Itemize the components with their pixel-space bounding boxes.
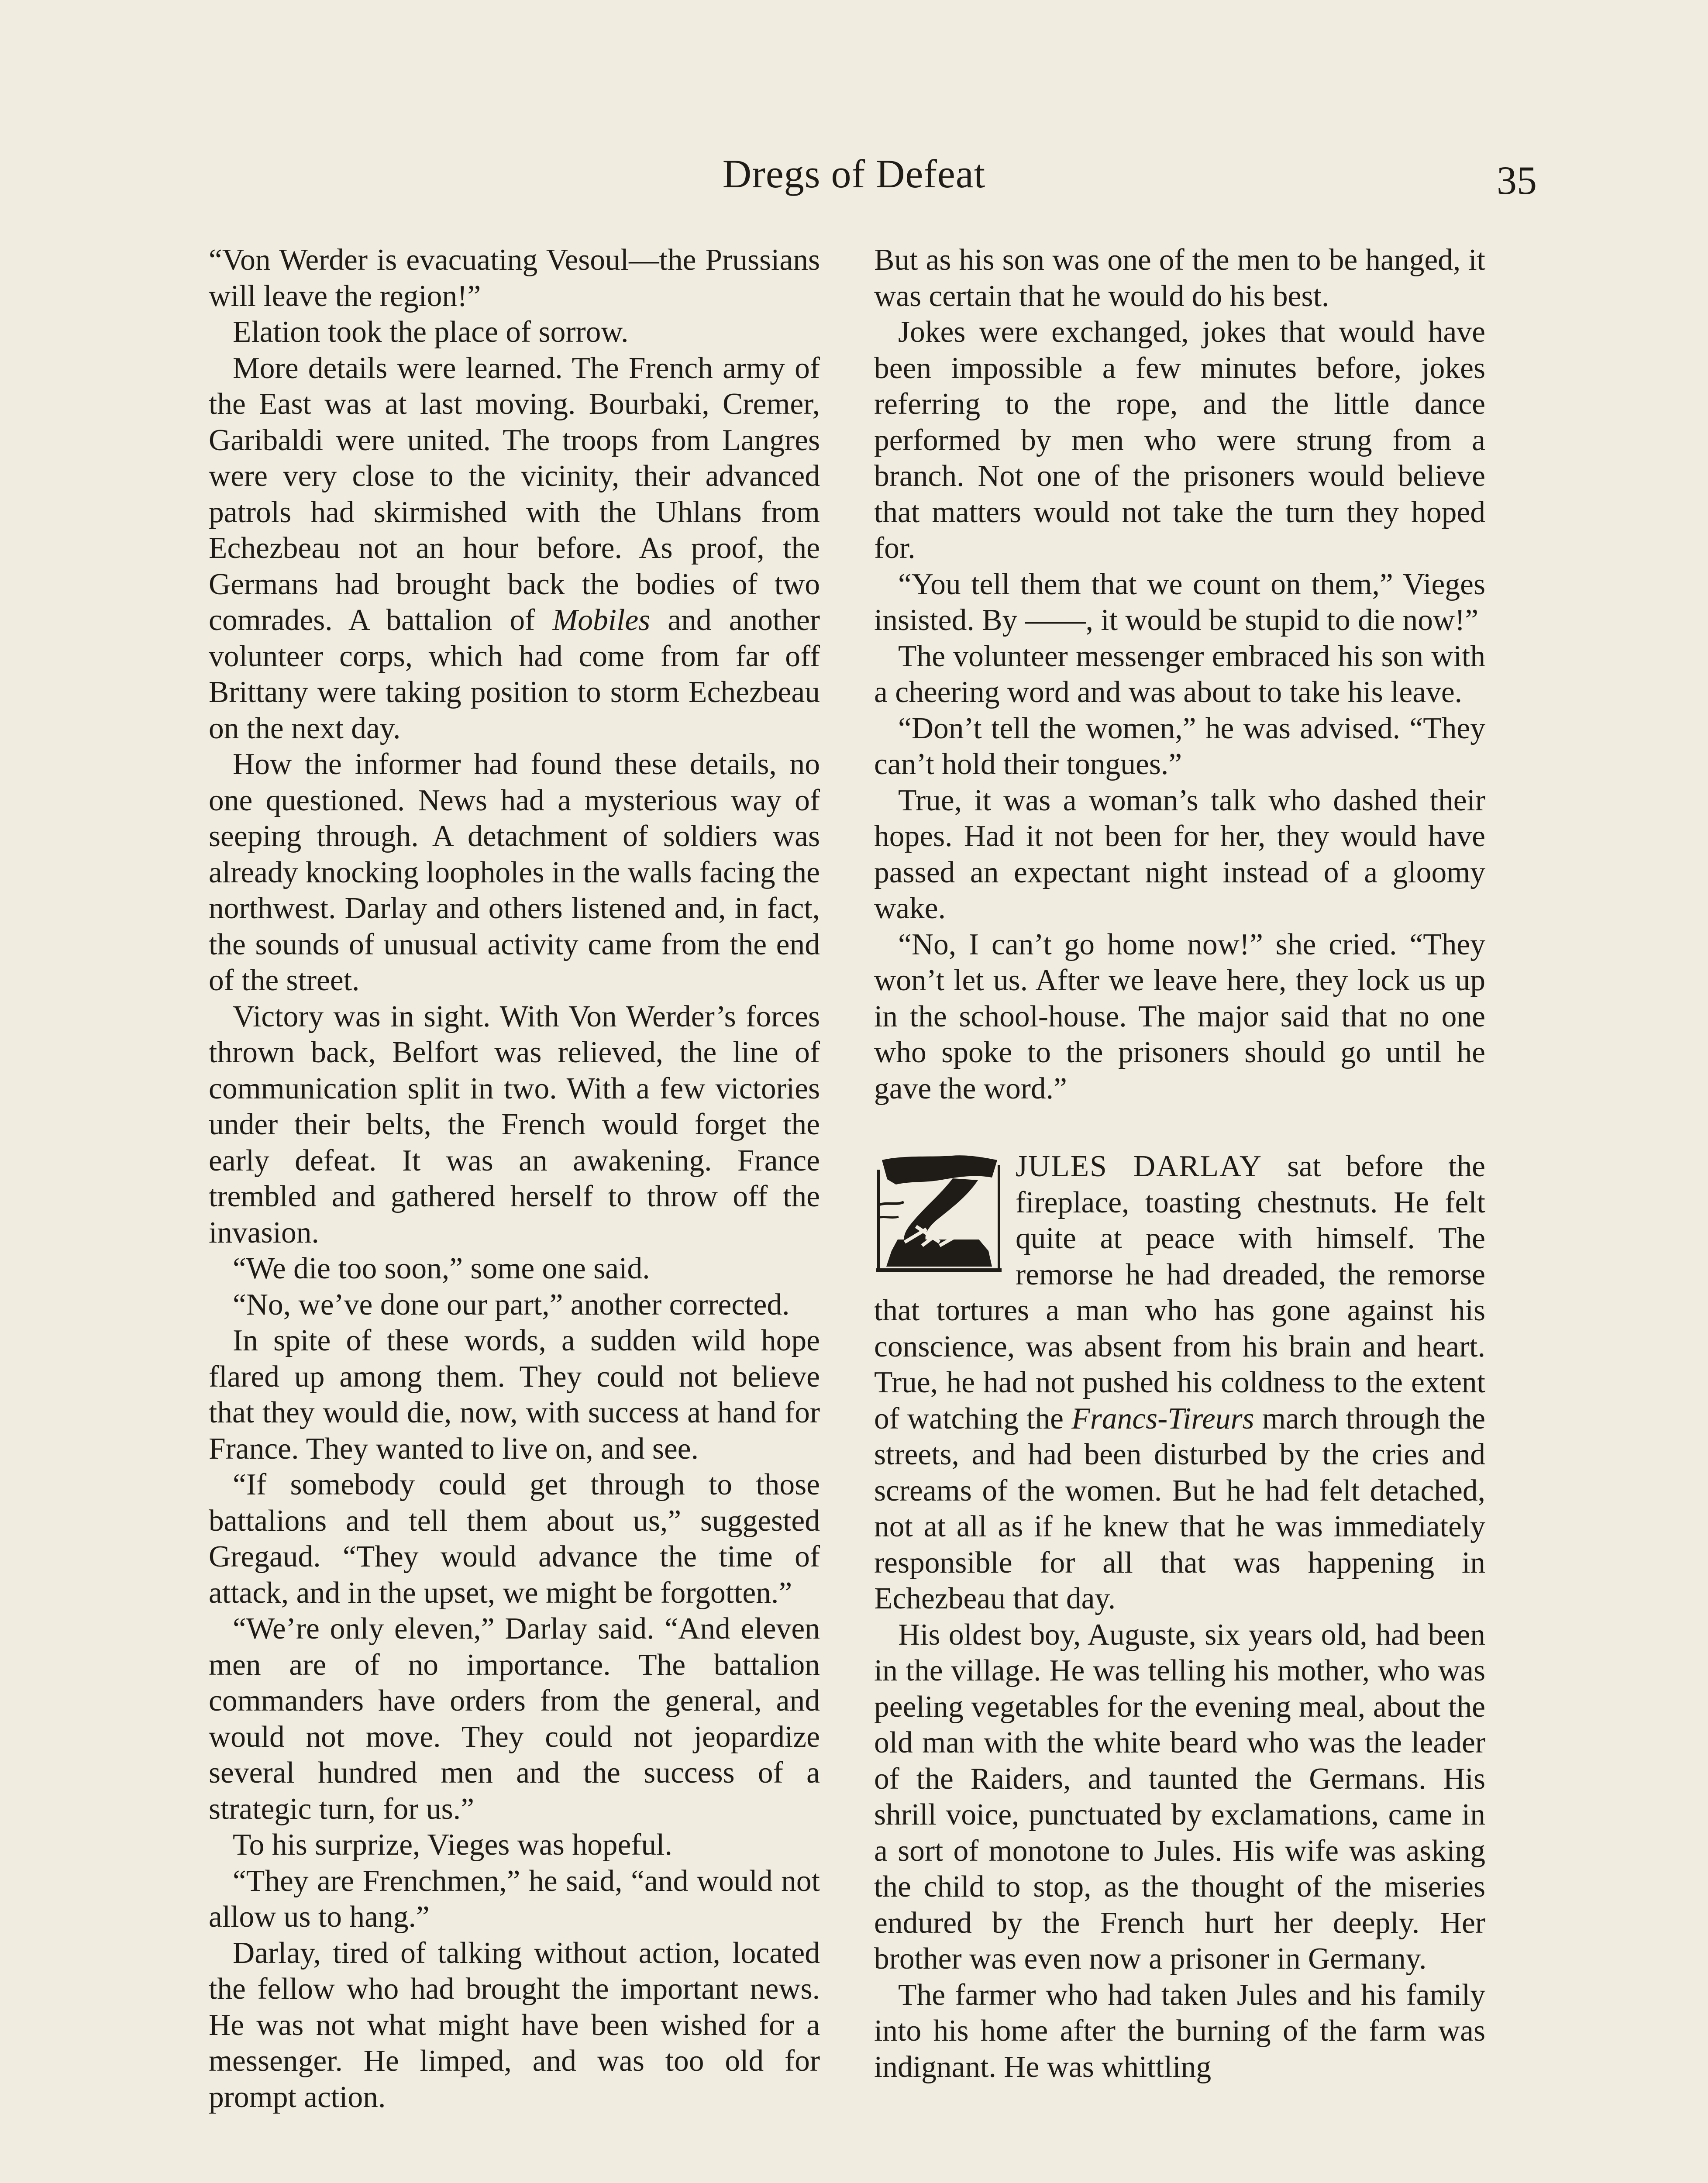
paragraph: In spite of these words, a sudden wild hope flared up among them. They could not believe that they would die, now, with success at hand for France. They wanted to live on, and see. bbox=[209, 1324, 820, 1466]
paragraph: “No, we’ve done our part,” another corrected. bbox=[233, 1288, 790, 1322]
paragraph: The volunteer messenger embraced his son with a cheering word and was about to take his leave. bbox=[874, 639, 1485, 709]
paragraph: “Don’t tell the women,” he was advised. “They can’t hold their tongues.” bbox=[874, 711, 1485, 781]
section-opening-paragraph bbox=[874, 1149, 1485, 1617]
page-number: 35 bbox=[1497, 158, 1537, 203]
paragraph: “We’re only eleven,” Darlay said. “And eleven men are of no importance. The battalion commanders have orders from the general, and would not move. They could not jeopardize several hundred men and the success of a strategic turn, for us.” bbox=[209, 1612, 820, 1826]
paragraph: “Von Werder is evacuating Vesoul—the Prussians will leave the region!” bbox=[209, 243, 820, 313]
fireplace-dropcap-icon bbox=[874, 1152, 1003, 1274]
paragraph-text: and another volunteer corps, which had come from far off Brittany were taking position to storm Echezbeau on the next day. bbox=[209, 603, 820, 745]
paragraph: Victory was in sight. With Von Werder’s forces thrown back, Belfort was relieved, the line of communication split in two. With a few victories under their belts, the French would forget the early defeat. It was an awakening. France trembled and gathered herself to throw off the invasion. bbox=[209, 999, 820, 1250]
lead-caps: JULES DARLAY bbox=[1016, 1150, 1263, 1183]
paragraph: His oldest boy, Auguste, six years old, had been in the village. He was telling his mother, who was peeling vegetables for the evening meal, about the old man with the white beard who was the leader of the Raiders, and taunted the Germans. His shrill voice, punctuated by exclamations, came in a sort of monotone to Jules. His wife was asking the child to stop, as the thought of the miseries endured by the French hurt her deeply. Her brother was even now a prisoner in Germany. bbox=[874, 1618, 1485, 1976]
paragraph: “No, I can’t go home now!” she cried. “They won’t let us. After we leave here, they lock us up in the school-house. The major said that no one who spoke to the prisoners should go until he gave the word.” bbox=[874, 927, 1485, 1105]
running-title: Dregs of Defeat bbox=[722, 152, 986, 196]
left-column bbox=[209, 242, 820, 2115]
paragraph: “If somebody could get through to those battalions and tell them about us,” suggested Gregaud. “They would advance the time of attack, and in the upset, we might be forgotten.” bbox=[209, 1468, 820, 1610]
italic-term: Francs-Tireurs bbox=[1071, 1401, 1254, 1436]
paragraph: Darlay, tired of talking without action, located the fellow who had brought the important news. He was not what might have been wished for a messenger. He limped, and was too old for prompt action. bbox=[209, 1936, 820, 2114]
paragraph-text: sat before the fireplace, toasting chestnuts. He felt quite at peace with himself. The remorse he had dreaded, the remorse that tortures a man who has gone against his conscience, was absent from his brain and heart. True, he had not pushed his coldness to the extent of watching the bbox=[874, 1150, 1485, 1436]
paragraph: Jokes were exchanged, jokes that would have been impossible a few minutes before, jokes referring to the rope, and the little dance performed by men who were strung from a branch. Not one of the prisoners would believe that matters would not take the turn they hoped for. bbox=[874, 315, 1485, 565]
paragraph: But as his son was one of the men to be hanged, it was certain that he would do his best. bbox=[874, 243, 1485, 313]
paragraph: “We die too soon,” some one said. bbox=[233, 1252, 650, 1285]
paragraph: “You tell them that we count on them,” Vieges insisted. By ——, it would be stupid to die now!” bbox=[874, 567, 1485, 637]
paragraph: The farmer who had taken Jules and his family into his home after the burning of the farm was indignant. He was whittling bbox=[874, 1978, 1485, 2084]
paragraph: True, it was a woman’s talk who dashed their hopes. Had it not been for her, they would have passed an expectant night instead of a gloomy wake. bbox=[874, 783, 1485, 925]
paragraph: Elation took the place of sorrow. bbox=[233, 315, 629, 349]
right-column bbox=[874, 242, 1485, 2085]
paragraph bbox=[209, 351, 820, 747]
paragraph: “They are Frenchmen,” he said, “and would not allow us to hang.” bbox=[209, 1864, 820, 1934]
paragraph-text: march through the streets, and had been disturbed by the cries and screams of the women. But he had felt detached, not at all as if he knew that he was immediately responsible for all that was happening in Echezbeau that day. bbox=[874, 1401, 1486, 1615]
paragraph-text: More details were learned. The French army of the East was at last moving. Bourbaki, Cremer, Garibaldi were united. The troops from Langres were very close to the vicinity, their advanced patrols had skirmished with the Uhlans from Echezbeau not an hour before. As proof, the Germans had brought back the bodies of two comrades. A battalion of bbox=[209, 351, 820, 637]
paragraph: To his surprize, Vieges was hopeful. bbox=[233, 1828, 672, 1862]
paragraph: How the informer had found these details, no one questioned. News had a mysterious way of seeping through. A detachment of soldiers was already knocking loopholes in the walls facing the northwest. Darlay and others listened and, in fact, the sounds of unusual activity came from the end of the street. bbox=[209, 747, 820, 997]
italic-term: Mobiles bbox=[552, 603, 651, 637]
